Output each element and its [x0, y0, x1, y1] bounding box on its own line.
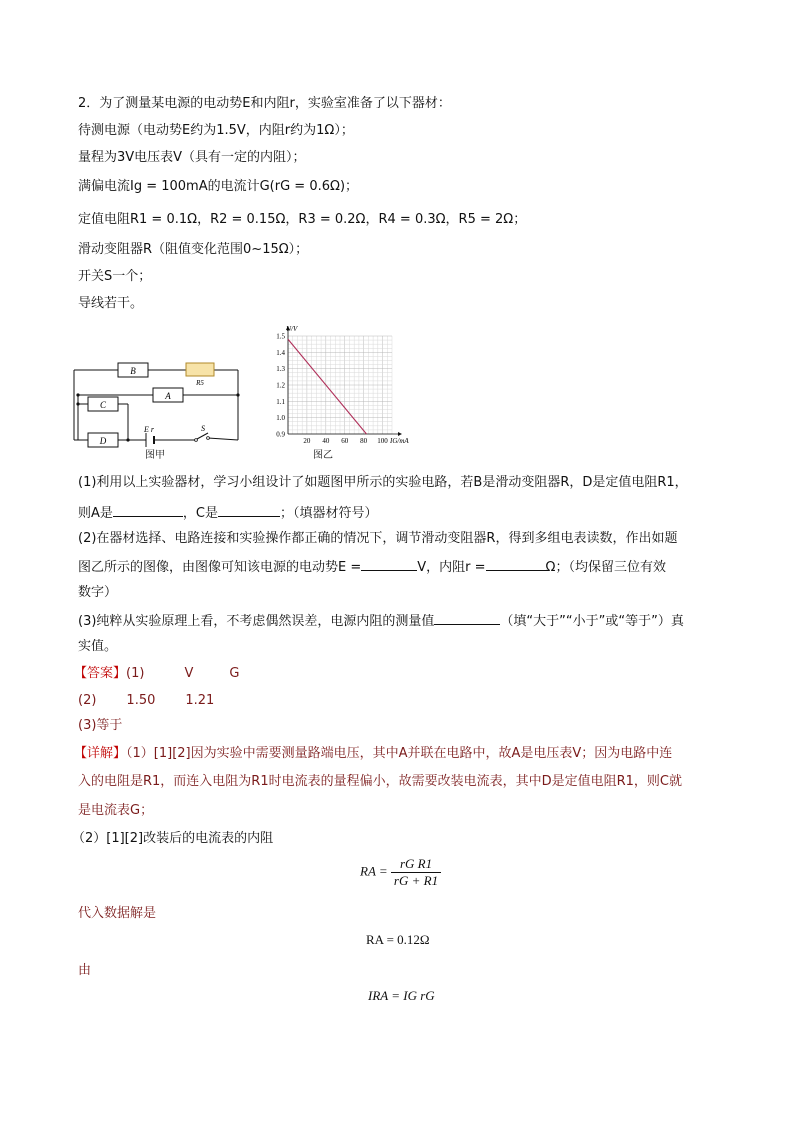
question-1-line-2: [78, 502, 378, 524]
equation-current-relation: IRA = IG rG: [368, 988, 435, 1003]
answer-2-emf: 1.50: [126, 693, 156, 708]
eq1-numerator: rG R1: [391, 856, 441, 873]
q1-text-post: ；（填器材符号）: [279, 506, 378, 521]
item-switch: 开关S一个；: [78, 269, 152, 284]
item-voltmeter: 量程为3V电压表V（具有一定的内阻）；: [78, 150, 306, 165]
x-tick-label: 60: [341, 437, 349, 445]
detail-line-6: 由: [78, 963, 92, 978]
answer-1-number: (1): [126, 666, 145, 681]
box-r5: [186, 363, 214, 376]
answer-row-2: [78, 691, 214, 711]
detail-line-5: 代入数据解是: [78, 906, 157, 921]
item-wires: 导线若干。: [78, 296, 144, 311]
answer-blank-a[interactable]: [113, 502, 183, 517]
q2-text-mid: V，内阻r =: [417, 560, 486, 575]
q2-text-pre: 图乙所示的图像，由图像可知该电源的电动势E =: [78, 560, 362, 575]
answer-blank-r[interactable]: [486, 556, 546, 571]
item-power-source: 待测电源（电动势E约为1.5V，内阻r约为1Ω）；: [78, 123, 354, 138]
detail-line-1: [74, 744, 672, 764]
question-2-line-3: 数字）: [78, 585, 118, 600]
question-2-line-2: [78, 556, 666, 578]
graph-caption: 图乙: [313, 450, 333, 461]
answer-row-3: (3)等于: [78, 718, 123, 733]
q1-text-mid: ，C是: [182, 506, 218, 521]
equation-ra-value: RA = 0.12Ω: [366, 932, 430, 947]
x-tick-label: 80: [360, 437, 368, 445]
label-switch: S: [201, 424, 205, 433]
q3-text-post: （填“大于”“小于”或“等于”）真: [500, 614, 684, 629]
label-a: A: [165, 391, 171, 401]
label-b: B: [130, 366, 136, 376]
u-i-graph: [262, 322, 422, 452]
answer-1-a: V: [184, 666, 194, 681]
y-tick-label: 1.3: [276, 365, 285, 374]
y-tick-label: 1.2: [276, 381, 285, 390]
item-rheostat: 滑动变阻器R（阻值变化范围0~15Ω）；: [78, 242, 309, 257]
y-tick-label: 0.9: [276, 430, 285, 439]
item-resistors: 定值电阻R1 = 0.1Ω，R2 = 0.15Ω，R3 = 0.2Ω，R4 = 0.3Ω，R5 = 2Ω；: [78, 212, 527, 227]
x-tick-label: 40: [322, 437, 330, 445]
equation-internal-resistance: [360, 856, 441, 889]
y-tick-label: 1.4: [276, 348, 285, 357]
y-tick-label: 1.5: [276, 332, 285, 341]
y-tick-label: 1.1: [276, 397, 285, 406]
answer-blank-compare[interactable]: [434, 610, 500, 625]
y-tick-label: 1.0: [276, 414, 285, 423]
question-1-line-1: (1)利用以上实验器材，学习小组设计了如题图甲所示的实验电路，若B是滑动变阻器R，D是定值电阻R1，: [78, 475, 688, 490]
answer-blank-c[interactable]: [218, 502, 280, 517]
label-d: D: [99, 436, 107, 446]
answer-2-r: 1.21: [185, 693, 215, 708]
problem-intro: 2．为了测量某电源的电动势E和内阻r，实验室准备了以下器材：: [78, 96, 451, 111]
detail-text-1: （1）[1][2]因为实验中需要测量路端电压，其中A并联在电路中，故A是电压表V；因为电路中连: [126, 746, 673, 761]
x-tick-label: 20: [303, 437, 311, 445]
q2-text-post: Ω；（均保留三位有效: [545, 560, 666, 575]
x-tick-label: 100: [377, 437, 388, 445]
q1-text-pre: 则A是: [78, 506, 113, 521]
answer-row-1: [74, 664, 239, 684]
label-battery: E r: [144, 425, 154, 434]
detail-line-4: （2）[1][2]改装后的电流表的内阻: [72, 831, 274, 846]
eq1-fraction: [391, 856, 441, 889]
eq1-lhs: RA =: [360, 863, 388, 879]
circuit-caption: 图甲: [145, 450, 165, 461]
detail-label: 【详解】: [74, 746, 127, 761]
eq1-denominator: rG + R1: [393, 873, 439, 888]
answer-blank-emf[interactable]: [361, 556, 417, 571]
detail-line-3: 是电流表G；: [78, 803, 154, 818]
question-2-line-1: (2)在器材选择、电路连接和实验操作都正确的情况下，调节滑动变阻器R，得到多组电表读数，作出如题: [78, 531, 678, 546]
answer-1-c: G: [229, 666, 240, 681]
answer-2-number: (2): [78, 693, 97, 708]
graph-y-label: U/V: [286, 325, 298, 333]
series-line: [288, 339, 366, 434]
question-3-line-1: [78, 610, 684, 632]
q3-text-pre: (3)纯粹从实验原理上看，不考虑偶然误差，电源内阻的测量值: [78, 614, 435, 629]
item-galvanometer: 满偏电流Ig = 100mA的电流计G(rG = 0.6Ω)；: [78, 179, 359, 194]
label-c: C: [99, 400, 107, 410]
x-axis-arrow: [398, 432, 402, 436]
graph-x-label: IG/mA: [390, 437, 409, 445]
detail-line-2: 入的电阻是R1，而连入电阻为R1时电流表的量程偏小，故需要改装电流表，其中D是定值电阻R1，则C就: [78, 774, 682, 789]
question-3-line-2: 实值。: [78, 639, 118, 654]
label-r5: R5: [196, 379, 204, 387]
answer-label: 【答案】: [74, 666, 127, 681]
